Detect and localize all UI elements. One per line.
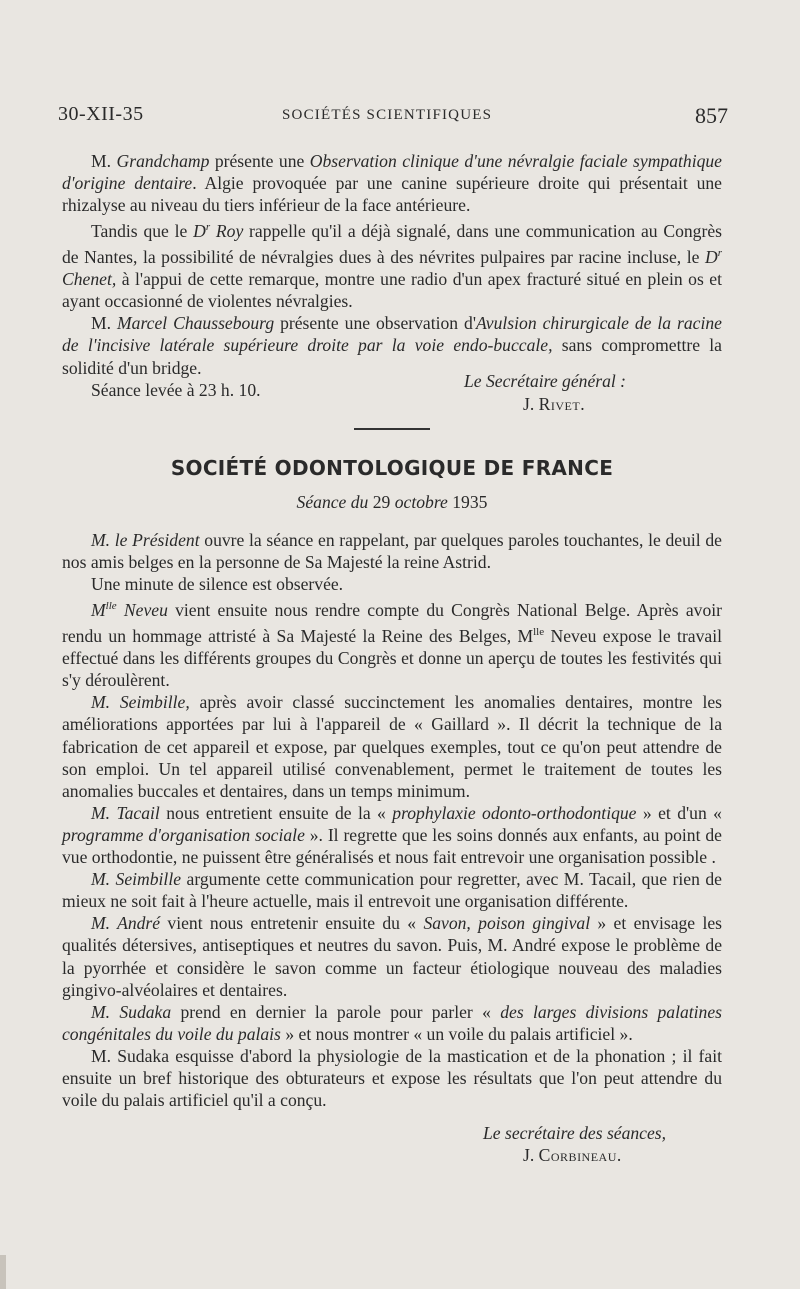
signature-name-2 xyxy=(523,1145,622,1166)
signature-role-1 xyxy=(464,371,626,392)
speaker-name: Roy xyxy=(215,221,244,242)
session-date xyxy=(62,492,722,513)
superscript: lle xyxy=(533,626,545,639)
text-run: nous entretient ensuite de la « xyxy=(159,802,393,823)
paragraph-neveu xyxy=(62,595,722,691)
text-run: M. xyxy=(91,313,117,334)
speaker-name: M. le Président xyxy=(91,530,200,550)
paper-title: des larges divisions palatines congénitales du voile du palais xyxy=(62,1001,723,1044)
paragraph-silence xyxy=(62,573,722,595)
running-header xyxy=(58,103,728,129)
superscript: r xyxy=(717,247,722,260)
paper-title: prophylaxie odonto-orthodontique xyxy=(392,802,637,823)
text-run: » et envisage les qualités détersives, antiseptiques et neutres du savon. Puis, M. André expose le problème de la pyorrhée et considère le savon comme un facteur étiologique nouveau des maladies gingivo-alvéolaires et dentaires. xyxy=(62,913,722,1000)
title-abbrev: $D^r$ xyxy=(705,247,722,268)
surname: Corbineau. xyxy=(538,1145,622,1165)
paragraph-sudaka-1 xyxy=(62,1001,722,1045)
title-abbrev: $M^{lle}$ xyxy=(91,600,117,621)
text-run: prend en dernier la parole pour parler « xyxy=(171,1001,501,1022)
page-edge-mark xyxy=(0,1255,6,1289)
signature-role-2 xyxy=(483,1123,666,1144)
initial: J. xyxy=(523,1145,539,1165)
text-run: Neveu expose le travail effectué dans les différents groupes du Congrès et donne un aperçu de toutes les festivités qui s'y déroulèrent. xyxy=(62,626,722,691)
surname: Rivet. xyxy=(538,394,586,414)
text-run: Une minute de silence est observée. xyxy=(91,574,344,595)
speaker-name: Grandchamp xyxy=(116,151,210,171)
text-run: présente une xyxy=(209,151,310,171)
text-run: » et d'un « xyxy=(636,802,722,823)
text-run: présente une observation d' xyxy=(274,313,477,334)
text-run: Tandis que le xyxy=(91,221,194,242)
header-title: SOCIÉTÉS SCIENTIFIQUES xyxy=(282,107,493,123)
header-date: 30-XII-35 xyxy=(58,103,144,125)
session-block xyxy=(62,529,722,1111)
text-run xyxy=(117,600,124,620)
speaker-name: M. Seimbille xyxy=(91,869,182,890)
text-run: Séance levée à 23 h. 10. xyxy=(91,379,261,400)
superscript: r xyxy=(205,221,211,234)
paper-title: Savon, poison gingival xyxy=(423,913,591,934)
text-run: à l'appui de cette remarque, montre une radio d'un apex fracturé situé en plein os et ayant occasionné de violentes névralgies. xyxy=(62,269,722,312)
paragraph-tacail xyxy=(62,802,722,868)
paper-title: Avulsion chirurgicale de la racine de l'incisive latérale supérieure droite par la voie endo-buccale, xyxy=(62,313,722,356)
text-run: 1935 xyxy=(447,492,488,512)
text-run: M. xyxy=(91,151,117,171)
text-run: M. Sudaka esquisse d'abord la physiologie de la mastication et de la phonation ; il fait ensuite un bref historique des obturateurs et expose les résultats que l'on peut attendre du voile du palais artificiel qu'il a conçu. xyxy=(62,1045,722,1111)
section-title: SOCIÉTÉ ODONTOLOGIQUE DE FRANCE xyxy=(170,456,614,480)
role-text: Le secrétaire des séances, xyxy=(483,1123,667,1143)
speaker-name: Neveu xyxy=(123,600,168,621)
paragraph-chaussebourg xyxy=(62,312,722,378)
section-divider xyxy=(354,428,430,430)
speaker-name: M. André xyxy=(91,913,161,934)
paper-title: Observation clinique d'une névralgie faciale sympathique d'origine dentaire xyxy=(62,151,722,194)
paragraph-president xyxy=(62,529,722,573)
speaker-name: Marcel Chaussebourg xyxy=(117,313,275,334)
text-run: ouvre la séance en rappelant, par quelques paroles touchantes, le deuil de nos amis belges en la personne de Sa Majesté la reine Astrid. xyxy=(62,530,722,573)
speaker-name: M. Seimbille, xyxy=(91,692,190,713)
text-run: rappelle qu'il a déjà signalé, dans une communication au Congrès de Nantes, la possibilité de névralgies dues à des névrites pulpaires par racine incluse, le xyxy=(62,221,722,268)
paragraph-sudaka-2 xyxy=(62,1045,722,1111)
signature-name-1 xyxy=(523,394,585,415)
paragraph-grandchamp xyxy=(62,150,722,216)
paragraph-roy-chenet xyxy=(62,216,722,312)
text-run: ». Il regrette que les soins donnés aux enfants, au point de vue orthodontie, ne puissent être généralisés et nous fait entrevoir une organisation possible . xyxy=(62,824,722,868)
speaker-name: M. Sudaka xyxy=(91,1001,172,1022)
paragraph-seimbille-1 xyxy=(62,691,722,801)
paper-title: programme d'organisation sociale xyxy=(62,824,305,845)
paragraph-seimbille-2 xyxy=(62,868,722,912)
text-run: vient ensuite nous rendre compte du Congrès National Belge. Après avoir rendu un hommage attristé à Sa Majesté la Reine des Belges, M xyxy=(62,600,722,647)
speaker-name: Chenet, xyxy=(62,269,117,290)
text-run: . Algie provoquée par une canine supérieure droite qui présentait une rhizalyse au niveau du tiers inférieur de la face antérieure. xyxy=(62,173,722,216)
initial: J. xyxy=(523,394,539,414)
role-text: Le Secrétaire général : xyxy=(464,371,627,391)
text-run: sans compromettre la solidité d'un bridge. xyxy=(62,335,722,378)
page-number: 857 xyxy=(695,103,728,128)
text-run: vient nous entretenir ensuite du « xyxy=(160,913,424,934)
text-run: argumente cette communication pour regretter, avec M. Tacail, que rien de mieux ne soit fait à l'heure actuelle, mais il entrevoit une organisation différente. xyxy=(62,869,722,912)
text-run: 29 xyxy=(368,492,395,512)
text-run: » et nous montrer « un voile du palais artificiel ». xyxy=(280,1023,633,1044)
text-run: Séance du xyxy=(296,492,369,512)
minutes-block xyxy=(62,150,722,401)
text-run: octobre xyxy=(394,492,448,512)
superscript: lle xyxy=(105,600,117,613)
speaker-name: M. Tacail xyxy=(91,802,160,823)
text-run: après avoir classé succinctement les anomalies dentaires, montre les améliorations apportées par lui à l'appareil de « Gaillard ». Il décrit la technique de la fabrication de cet appareil et expose, par quelques exemples, tout ce qu'on peut attendre de son emploi. Un tel appareil utilisé convenablement, permet le traitement de toutes les anomalies buccales et dentaires, dans un temps minimum. xyxy=(62,692,722,801)
paragraph-andre xyxy=(62,912,722,1000)
title-abbrev: $D^r$ xyxy=(193,221,211,242)
